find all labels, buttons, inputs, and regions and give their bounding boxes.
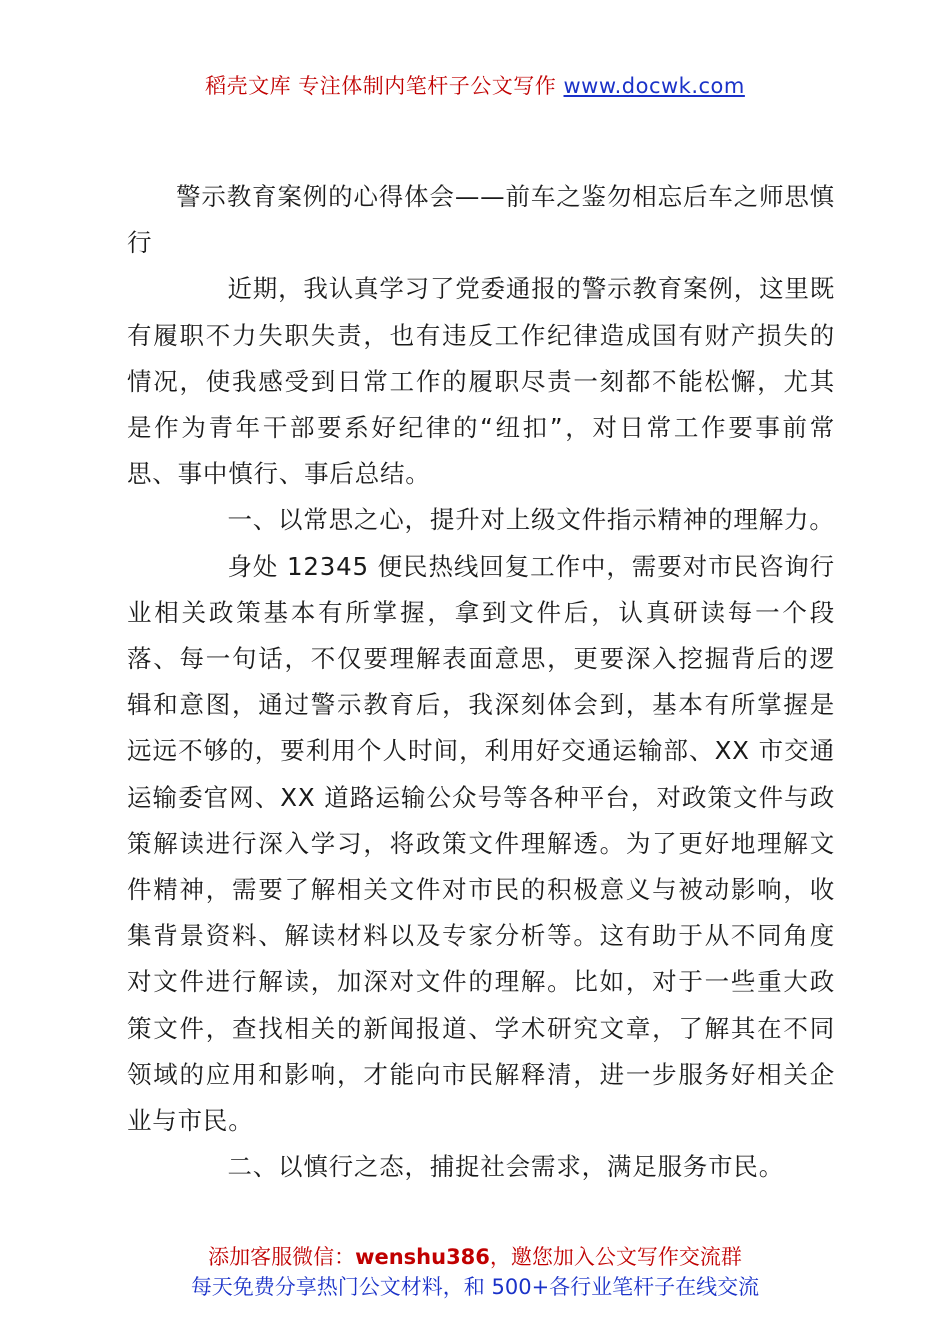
- brand-slogan: 稻壳文库 专注体制内笔杆子公文写作: [205, 74, 557, 98]
- footer-contact-prefix: 添加客服微信：: [208, 1245, 356, 1269]
- wechat-id: wenshu386: [355, 1245, 490, 1269]
- footer-contact-suffix: ，邀您加入公文写作交流群: [489, 1245, 742, 1269]
- section-heading-1: 一、以常思之心，提升对上级文件指示精神的理解力。: [227, 505, 835, 535]
- document-title: 警示教育案例的心得体会——前车之鉴勿相忘后车之师思慎行: [127, 182, 835, 258]
- footer-promo-line: 每天免费分享热门公文材料，和 500+各行业笔杆子在线交流: [190, 1275, 760, 1299]
- paragraph-intro: 近期，我认真学习了党委通报的警示教育案例，这里既有履职不力失职失责，也有违反工作纪律造成国有财产损失的情况，使我感受到日常工作的履职尽责一刻都不能松懈，尤其是作为青年干部要系好纪律的“纽扣”，对日常工作要事前常思、事中慎行、事后总结。: [127, 274, 835, 489]
- paragraph-section-1: 身处 12345 便民热线回复工作中，需要对市民咨询行业相关政策基本有所掌握，拿到文件后，认真研读每一个段落、每一句话，不仅要理解表面意思，更要深入挖掘背后的逻辑和意图，通过警示教育后，我深刻体会到，基本有所掌握是远远不够的，要利用个人时间，利用好交通运输部、XX 市交通运输委官网、XX 道路运输公众号等各种平台，对政策文件与政策解读进行深入学习，将政策文件理解透。为了更好地理解文件精神，需要了解相关文件对市民的积极意义与被动影响，收集背景资料、解读材料以及专家分析等。这有助于从不同角度对文件进行解读，加深对文件的理解。比如，对于一些重大政策文件，查找相关的新闻报道、学术研究文章，了解其在不同领域的应用和影响，才能向市民解释清，进一步服务好相关企业与市民。: [127, 551, 835, 1136]
- page-header: [0, 70, 950, 100]
- document-body: [127, 174, 835, 1190]
- page-footer: [0, 1242, 950, 1302]
- footer-contact-line: [0, 1242, 950, 1272]
- site-link[interactable]: www.docwk.com: [563, 74, 745, 98]
- section-heading-2: 二、以慎行之态，捕捉社会需求，满足服务市民。: [227, 1152, 785, 1182]
